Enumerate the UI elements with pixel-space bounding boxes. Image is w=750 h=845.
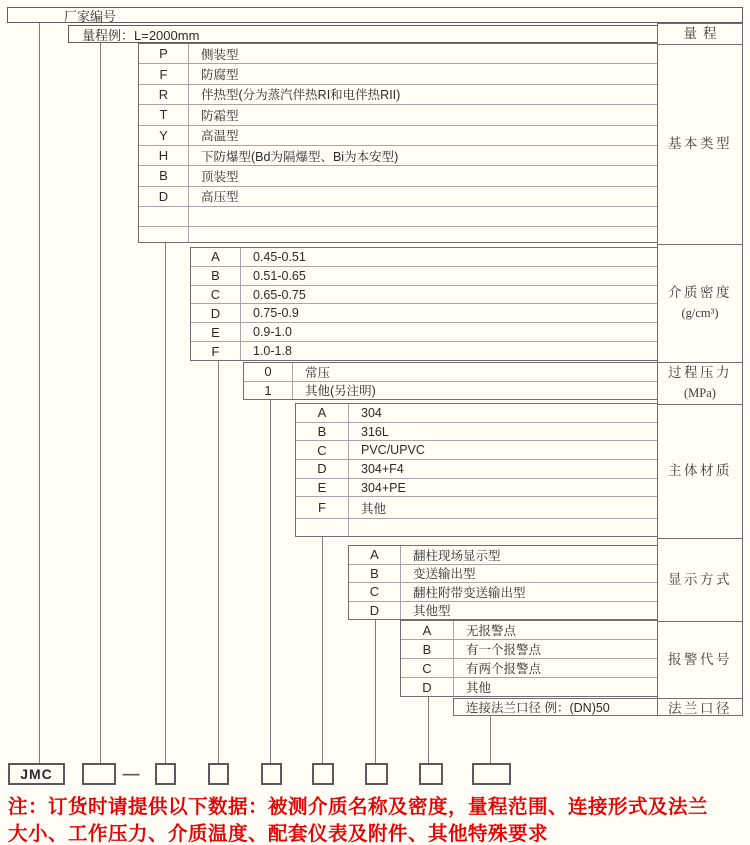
code-cell: B bbox=[349, 565, 401, 583]
order-note bbox=[8, 794, 748, 845]
table-row bbox=[139, 44, 657, 63]
desc-cell: 0.65-0.75 bbox=[253, 287, 306, 302]
code-cell: F bbox=[296, 497, 349, 518]
table-row bbox=[139, 104, 657, 124]
desc-cell: 其他(另注明) bbox=[305, 384, 376, 399]
desc-cell: 高压型 bbox=[201, 190, 239, 205]
category-flange: 法兰口径 bbox=[658, 698, 742, 720]
desc-cell: 翻柱现场显示型 bbox=[413, 548, 501, 563]
desc-cell: 无报警点 bbox=[466, 624, 517, 638]
order-note-line2: 大小、工作压力、介质温度、配套仪表及附件、其他特殊要求 bbox=[8, 823, 549, 845]
code-cell: Y bbox=[139, 126, 189, 145]
table-row bbox=[401, 639, 657, 658]
desc-cell: 连接法兰口径 例：(DN)50 bbox=[466, 701, 610, 715]
basic-type-table bbox=[138, 43, 658, 243]
table-row bbox=[401, 658, 657, 677]
table-row bbox=[349, 601, 657, 620]
empty-row bbox=[139, 226, 657, 242]
code-cell bbox=[139, 227, 189, 242]
table-row bbox=[349, 564, 657, 583]
category-density-unit: (g/cm³) bbox=[681, 306, 719, 321]
code-cell: H bbox=[139, 146, 189, 165]
code-box-range bbox=[82, 763, 116, 785]
table-row bbox=[139, 165, 657, 185]
desc-cell: 有两个报警点 bbox=[466, 662, 542, 676]
code-cell bbox=[139, 207, 189, 226]
code-box-material bbox=[312, 763, 334, 785]
desc-cell: 0.75-0.9 bbox=[253, 306, 299, 321]
code-cell: D bbox=[401, 678, 454, 696]
table-row bbox=[296, 404, 657, 422]
desc-cell: 其他 bbox=[361, 501, 387, 516]
code-cell: T bbox=[139, 105, 189, 124]
desc-cell: 1.0-1.8 bbox=[253, 344, 292, 359]
desc-cell bbox=[349, 519, 657, 536]
table-row bbox=[349, 546, 657, 564]
desc-cell: 侧装型 bbox=[201, 47, 239, 62]
desc-cell: 其他 bbox=[466, 681, 492, 695]
code-cell: B bbox=[296, 423, 349, 441]
code-cell: C bbox=[296, 441, 349, 459]
code-cell: D bbox=[139, 187, 189, 206]
table-row bbox=[191, 322, 657, 341]
table-row bbox=[191, 303, 657, 322]
table-row bbox=[296, 478, 657, 497]
code-cell: 1 bbox=[244, 382, 293, 400]
connector-line bbox=[165, 243, 166, 763]
connector-line bbox=[270, 400, 271, 763]
desc-cell: 变送输出型 bbox=[413, 567, 476, 582]
code-box-alarm bbox=[419, 763, 443, 785]
category-density-name: 介质密度 bbox=[668, 285, 732, 301]
category-alarm: 报警代号 bbox=[658, 621, 742, 698]
desc-cell: 伴热型(分为蒸汽伴热RI和电伴热RII) bbox=[201, 88, 401, 103]
desc-cell: 0.9-1.0 bbox=[253, 325, 292, 340]
table-row bbox=[191, 285, 657, 304]
desc-cell: 其他型 bbox=[413, 604, 451, 619]
desc-cell: PVC/UPVC bbox=[361, 443, 425, 458]
code-cell: E bbox=[191, 323, 241, 341]
connector-line bbox=[218, 361, 219, 763]
category-range: 量程 bbox=[683, 25, 723, 41]
category-label-column bbox=[657, 23, 743, 716]
order-note-line1: 注：订货时请提供以下数据：被测介质名称及密度，量程范围、连接形式及法兰 bbox=[8, 796, 709, 818]
code-cell: B bbox=[401, 640, 454, 658]
table-row bbox=[139, 63, 657, 83]
model-prefix-box: JMC bbox=[8, 763, 65, 785]
desc-cell bbox=[189, 207, 657, 226]
table-row bbox=[191, 248, 657, 266]
table-row bbox=[139, 125, 657, 145]
category-material: 主体材质 bbox=[658, 404, 742, 538]
desc-cell: 0.45-0.51 bbox=[253, 249, 306, 264]
connector-line bbox=[490, 716, 491, 763]
code-cell: A bbox=[401, 621, 454, 639]
table-row bbox=[139, 186, 657, 206]
manufacturer-code-label: 厂家编号 bbox=[64, 8, 117, 24]
table-row bbox=[139, 84, 657, 104]
code-box-display bbox=[365, 763, 388, 785]
code-cell: B bbox=[139, 166, 189, 185]
desc-cell bbox=[189, 227, 657, 242]
code-cell: A bbox=[296, 404, 349, 422]
code-cell: C bbox=[401, 659, 454, 677]
code-cell: C bbox=[191, 286, 241, 304]
table-row bbox=[244, 363, 657, 381]
code-box-flange bbox=[472, 763, 511, 785]
separator-dash: — bbox=[122, 764, 140, 783]
desc-cell: 0.51-0.65 bbox=[253, 268, 306, 283]
table-row bbox=[454, 699, 657, 715]
desc-cell: 有一个报警点 bbox=[466, 643, 542, 657]
desc-cell: 顶装型 bbox=[201, 169, 239, 184]
code-cell: C bbox=[349, 583, 401, 601]
table-row bbox=[191, 341, 657, 360]
code-box-basic-type bbox=[155, 763, 176, 785]
code-cell: E bbox=[296, 479, 349, 497]
connector-line bbox=[39, 23, 40, 763]
desc-cell: 下防爆型(Bd为隔爆型、Bi为本安型) bbox=[201, 149, 399, 164]
code-cell: D bbox=[296, 460, 349, 478]
table-row bbox=[296, 440, 657, 459]
table-row bbox=[139, 145, 657, 165]
code-cell: F bbox=[191, 342, 241, 360]
range-example-box bbox=[68, 25, 658, 43]
category-basic-type: 基本类型 bbox=[658, 44, 742, 244]
desc-cell: 高温型 bbox=[201, 129, 239, 144]
code-cell: A bbox=[191, 248, 241, 266]
empty-row bbox=[296, 518, 657, 536]
category-pressure bbox=[658, 362, 742, 404]
connector-line bbox=[428, 697, 429, 763]
table-row bbox=[191, 266, 657, 285]
connector-line bbox=[322, 537, 323, 763]
code-box-pressure bbox=[261, 763, 282, 785]
desc-cell: 304+PE bbox=[361, 480, 406, 495]
material-table bbox=[295, 403, 658, 537]
desc-cell: 316L bbox=[361, 424, 389, 439]
desc-cell: 304 bbox=[361, 405, 382, 420]
category-pressure-unit: (MPa) bbox=[684, 386, 716, 401]
table-row bbox=[349, 582, 657, 601]
category-density bbox=[658, 244, 742, 362]
code-cell: D bbox=[191, 304, 241, 322]
display-mode-table bbox=[348, 545, 658, 620]
pressure-table bbox=[243, 362, 658, 400]
desc-cell: 304+F4 bbox=[361, 461, 404, 476]
connector-line bbox=[100, 43, 101, 763]
manufacturer-code-box bbox=[7, 7, 743, 23]
table-row bbox=[296, 459, 657, 478]
code-cell bbox=[296, 519, 349, 536]
code-cell: F bbox=[139, 64, 189, 83]
range-example-label: 量程例：L=2000mm bbox=[82, 27, 200, 43]
category-pressure-name: 过程压力 bbox=[668, 365, 732, 381]
code-cell: D bbox=[349, 602, 401, 620]
table-row bbox=[244, 381, 657, 400]
table-row bbox=[401, 677, 657, 696]
code-cell: A bbox=[349, 546, 401, 564]
connector-line bbox=[375, 620, 376, 763]
desc-cell: 防霜型 bbox=[201, 108, 239, 123]
table-row bbox=[401, 621, 657, 639]
code-cell: 0 bbox=[244, 363, 293, 381]
category-display: 显示方式 bbox=[658, 538, 742, 621]
empty-row bbox=[139, 206, 657, 226]
code-cell: R bbox=[139, 85, 189, 104]
code-box-density bbox=[208, 763, 229, 785]
flange-row bbox=[453, 698, 658, 716]
density-table bbox=[190, 247, 658, 361]
code-cell: P bbox=[139, 44, 189, 63]
code-cell: B bbox=[191, 267, 241, 285]
desc-cell: 翻柱附带变送输出型 bbox=[413, 585, 526, 600]
table-row bbox=[296, 422, 657, 441]
alarm-table bbox=[400, 620, 658, 697]
desc-cell: 常压 bbox=[305, 365, 331, 380]
table-row bbox=[296, 496, 657, 518]
desc-cell: 防腐型 bbox=[201, 68, 239, 83]
